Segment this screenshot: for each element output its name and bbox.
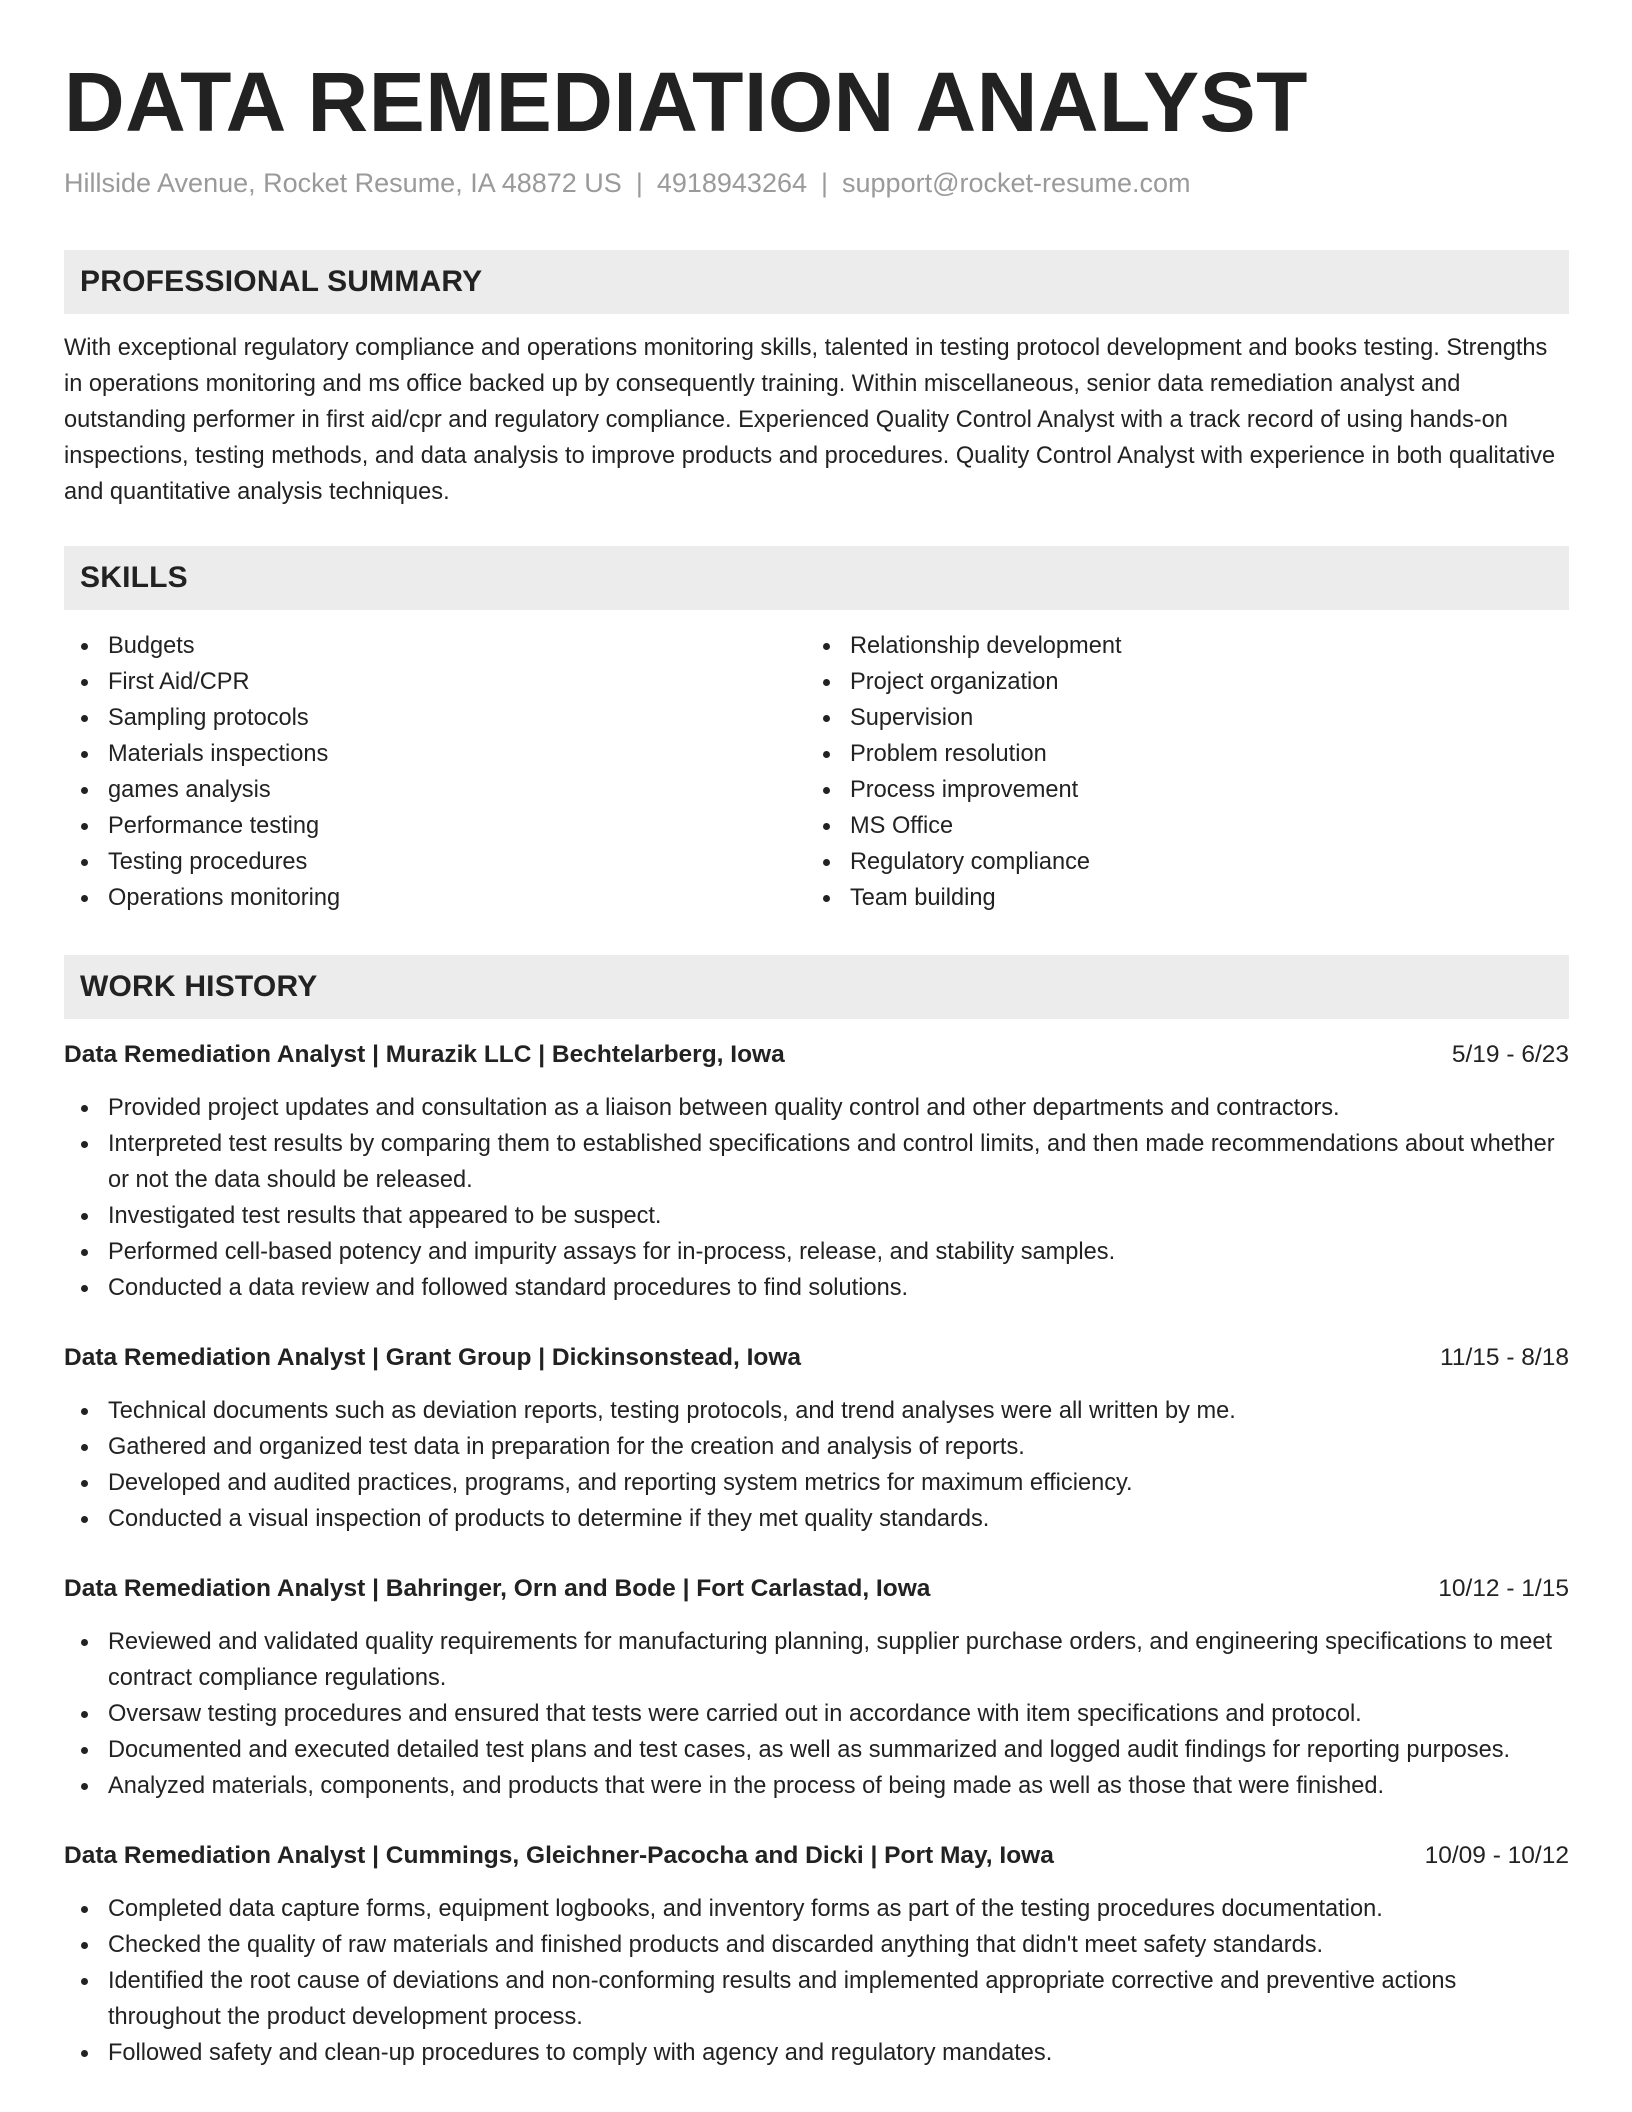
skill-item: games analysis xyxy=(64,772,806,808)
job-title: Data Remediation Analyst | Bahringer, Orn and Bode | Fort Carlastad, Iowa xyxy=(64,1575,931,1602)
job-bullet: Provided project updates and consultation as a liaison between quality control and other departments and contractors. xyxy=(64,1090,1569,1126)
job-dates: 5/19 - 6/23 xyxy=(1451,1041,1569,1068)
skill-item: Relationship development xyxy=(806,628,1548,664)
contact-phone: 4918943264 xyxy=(656,168,807,198)
job-bullets xyxy=(64,1090,1569,1306)
section-header-work-history: WORK HISTORY xyxy=(64,955,1569,1019)
contact-separator: | xyxy=(821,168,829,198)
job-bullets xyxy=(64,1624,1569,1804)
skill-item: Sampling protocols xyxy=(64,700,806,736)
job-entry xyxy=(64,1571,1569,1804)
skill-item: Performance testing xyxy=(64,808,806,844)
job-title: Data Remediation Analyst | Cummings, Gleichner-Pacocha and Dicki | Port May, Iowa xyxy=(64,1842,1054,1869)
skill-item: MS Office xyxy=(806,808,1548,844)
skill-item: Testing procedures xyxy=(64,844,806,880)
section-header-skills: SKILLS xyxy=(64,546,1569,610)
job-bullets xyxy=(64,1393,1569,1537)
skill-item: Problem resolution xyxy=(806,736,1548,772)
job-bullet: Conducted a data review and followed standard procedures to find solutions. xyxy=(64,1270,1569,1306)
skills-list xyxy=(64,628,1569,916)
job-bullet: Performed cell-based potency and impurity assays for in-process, release, and stability samples. xyxy=(64,1234,1569,1270)
job-bullets xyxy=(64,1891,1569,2071)
job-title: Data Remediation Analyst | Murazik LLC | Bechtelarberg, Iowa xyxy=(64,1041,785,1068)
job-bullet: Technical documents such as deviation reports, testing protocols, and trend analyses were all written by me. xyxy=(64,1393,1569,1429)
job-dates: 10/09 - 10/12 xyxy=(1424,1842,1569,1869)
contact-address: Hillside Avenue, Rocket Resume, IA 48872 US xyxy=(64,168,622,198)
summary-text: With exceptional regulatory compliance and operations monitoring skills, talented in testing protocol development and books testing. Strengths in operations monitoring and ms office backed up by consequently training. Within miscellaneous, senior data remediation analyst and outstanding performer in first aid/cpr and regulatory compliance. Experienced Quality Control Analyst with a track record of using hands-on inspections, testing methods, and data analysis to improve products and procedures. Quality Control Analyst with experience in both qualitative and quantitative analysis techniques. xyxy=(64,335,1556,505)
job-bullet: Checked the quality of raw materials and finished products and discarded anything that didn't meet safety standards. xyxy=(64,1927,1569,1963)
skill-item: Budgets xyxy=(64,628,806,664)
contact-email: support@rocket-resume.com xyxy=(842,168,1191,198)
job-bullet: Conducted a visual inspection of products to determine if they met quality standards. xyxy=(64,1501,1569,1537)
job-bullet: Documented and executed detailed test plans and test cases, as well as summarized and logged audit findings for reporting purposes. xyxy=(64,1732,1569,1768)
job-entry xyxy=(64,1838,1569,2071)
job-dates: 11/15 - 8/18 xyxy=(1440,1344,1569,1371)
skill-item: Operations monitoring xyxy=(64,880,806,916)
job-entry xyxy=(64,1037,1569,1306)
skill-item: Materials inspections xyxy=(64,736,806,772)
skill-item: Supervision xyxy=(806,700,1548,736)
job-header xyxy=(64,1340,1569,1376)
job-header xyxy=(64,1037,1569,1073)
job-entry xyxy=(64,1340,1569,1537)
job-bullet: Gathered and organized test data in preparation for the creation and analysis of reports. xyxy=(64,1429,1569,1465)
job-bullet: Completed data capture forms, equipment logbooks, and inventory forms as part of the testing procedures documentation. xyxy=(64,1891,1569,1927)
job-bullet: Identified the root cause of deviations and non-conforming results and implemented appropriate corrective and preventive actions throughout the product development process. xyxy=(64,1963,1569,2035)
skill-item: Project organization xyxy=(806,664,1548,700)
job-bullet: Developed and audited practices, programs, and reporting system metrics for maximum efficiency. xyxy=(64,1465,1569,1501)
contact-separator: | xyxy=(635,168,643,198)
job-header xyxy=(64,1838,1569,1874)
job-bullet: Reviewed and validated quality requirements for manufacturing planning, supplier purchase orders, and engineering specifications to meet contract compliance regulations. xyxy=(64,1624,1569,1696)
job-bullet: Followed safety and clean-up procedures to comply with agency and regulatory mandates. xyxy=(64,2035,1569,2071)
job-bullet: Interpreted test results by comparing them to established specifications and control limits, and then made recommendations about whether or not the data should be released. xyxy=(64,1126,1569,1198)
skill-item: Process improvement xyxy=(806,772,1548,808)
skill-item: Team building xyxy=(806,880,1548,916)
skills-column-right xyxy=(806,628,1548,916)
skill-item: First Aid/CPR xyxy=(64,664,806,700)
job-title: Data Remediation Analyst | Grant Group | Dickinsonstead, Iowa xyxy=(64,1344,802,1371)
job-bullet: Analyzed materials, components, and products that were in the process of being made as well as those that were finished. xyxy=(64,1768,1569,1804)
job-bullet: Investigated test results that appeared to be suspect. xyxy=(64,1198,1569,1234)
candidate-title: DATA REMEDIATION ANALYST xyxy=(64,55,1308,149)
skill-item: Regulatory compliance xyxy=(806,844,1548,880)
job-dates: 10/12 - 1/15 xyxy=(1438,1575,1569,1602)
job-header xyxy=(64,1571,1569,1607)
contact-line xyxy=(64,166,1569,200)
skills-column-left xyxy=(64,628,806,916)
section-header-summary: PROFESSIONAL SUMMARY xyxy=(64,250,1569,314)
job-bullet: Oversaw testing procedures and ensured that tests were carried out in accordance with item specifications and protocol. xyxy=(64,1696,1569,1732)
